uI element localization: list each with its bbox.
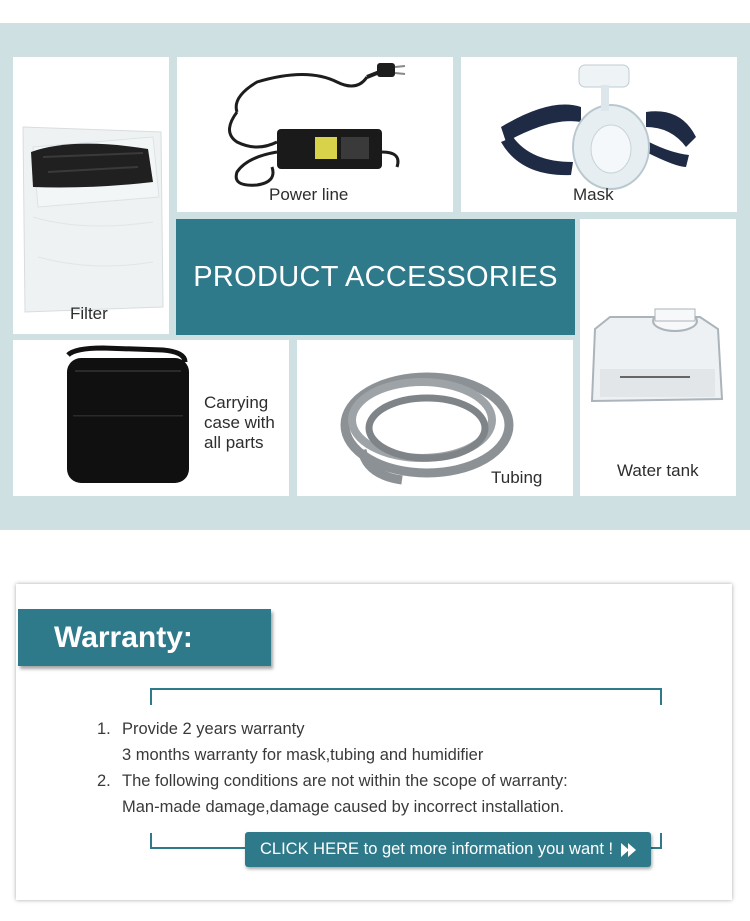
double-arrow-right-icon	[621, 843, 637, 857]
accessories-section	[0, 23, 750, 530]
carrying-case-tile	[13, 340, 289, 496]
power-line-tile	[177, 57, 453, 212]
water-tank-tile	[580, 219, 736, 496]
filter-label: Filter	[70, 304, 108, 323]
warranty-header-tab	[18, 609, 271, 666]
filter-tile	[13, 57, 169, 334]
tubing-tile	[297, 340, 573, 496]
water-tank-label: Water tank	[617, 461, 699, 480]
click-here-button[interactable]	[245, 832, 651, 867]
power-line-label: Power line	[269, 185, 349, 204]
water-tank-image	[580, 219, 736, 496]
click-here-label: CLICK HERE to get more information you want !	[260, 840, 614, 858]
banner-title: PRODUCT ACCESSORIES	[193, 260, 558, 293]
warranty-item-1-number: 1.	[97, 720, 111, 738]
warranty-item-2-line1: The following conditions are not within the scope of warranty:	[122, 772, 568, 790]
carrying-case-label-line1: Carrying	[204, 393, 269, 412]
mask-tile	[461, 57, 737, 212]
warranty-item-1-line2: 3 months warranty for mask,tubing and humidifier	[122, 746, 484, 764]
warranty-bracket-top	[150, 688, 662, 705]
carrying-case-label-line2: case with	[204, 413, 275, 432]
warranty-item-1-line1: Provide 2 years warranty	[122, 720, 305, 738]
tubing-label: Tubing	[491, 468, 543, 487]
carrying-case-label-line3: all parts	[204, 433, 264, 452]
warranty-item-2-line2: Man-made damage,damage caused by incorrect installation.	[122, 798, 565, 816]
warranty-item-2-number: 2.	[97, 772, 111, 790]
mask-label: Mask	[573, 185, 614, 204]
warranty-title: Warranty:	[54, 621, 193, 654]
product-accessories-banner	[176, 219, 575, 335]
filter-image	[13, 57, 169, 334]
